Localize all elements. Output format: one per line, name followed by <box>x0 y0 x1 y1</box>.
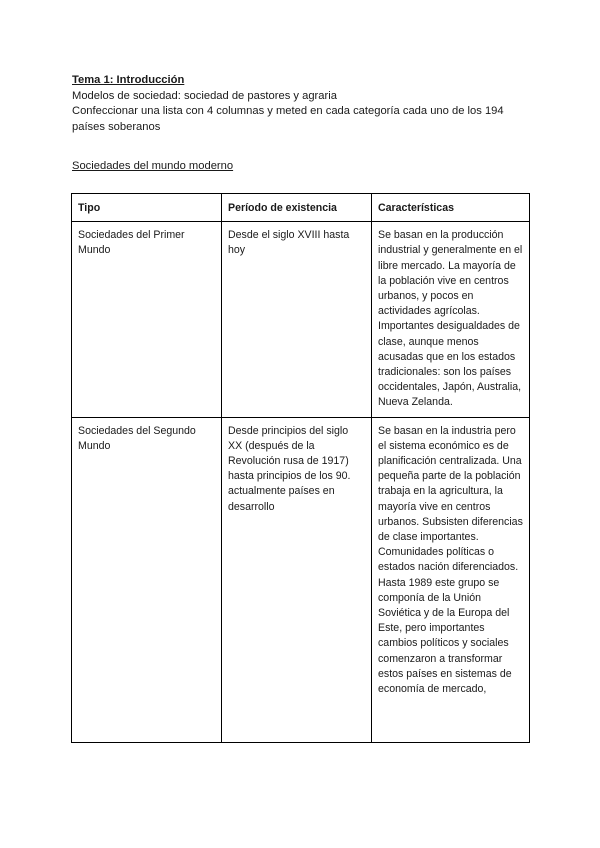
characteristic-paragraph: Se basan en la industria pero el sistema económico es de planificación centralizada. Una pequeña parte de la población trabaja en la agricultura, la mayoría vive en centros urbanos. Subsisten diferencias de clase importantes. <box>378 424 523 544</box>
header-caracteristicas: Características <box>372 194 530 222</box>
intro-line-models: Modelos de sociedad: sociedad de pastores y agraria <box>72 89 337 102</box>
header-tipo: Tipo <box>72 194 222 222</box>
intro-line-instructions: Confeccionar una lista con 4 columnas y meted en cada categoría cada uno de los 194 países soberanos <box>72 105 504 133</box>
table-row <box>72 222 530 417</box>
cell-caracteristicas <box>372 417 530 742</box>
cell-tipo: Sociedades del Primer Mundo <box>72 222 222 417</box>
section-title: Sociedades del mundo moderno <box>72 160 234 172</box>
page-title: Tema 1: Introducción <box>72 74 185 86</box>
table-header-row <box>72 194 530 222</box>
cell-caracteristicas <box>372 222 530 417</box>
characteristic-paragraph: Importantes desigualdades de clase, aunque menos acusadas que en los estados tradicionales: son los países occidentales, Japón, Australia, Nueva Zelanda. <box>378 320 522 409</box>
cell-tipo: Sociedades del Segundo Mundo <box>72 417 222 742</box>
header-periodo: Período de existencia <box>222 194 372 222</box>
characteristic-paragraph: Hasta 1989 este grupo se componía de la Unión Soviética y de la Europa del Este, pero importantes cambios políticos y sociales comenzaron a transformar estos países en sistemas de economía de mercado, <box>378 576 512 696</box>
cell-periodo: Desde el siglo XVIII hasta hoy <box>222 222 372 417</box>
table-row <box>72 417 530 742</box>
intro-block <box>72 73 532 135</box>
societies-table <box>71 193 530 743</box>
characteristic-paragraph: Comunidades políticas o estados nación diferenciados. <box>378 546 519 574</box>
characteristic-paragraph: Se basan en la producción industrial y generalmente en el libre mercado. La mayoría de la población vive en centros urbanos, y pocos en actividades agrícolas. <box>378 229 523 318</box>
cell-periodo: Desde principios del siglo XX (después de la Revolución rusa de 1917) hasta principios de los 90. actualmente países en desarrollo <box>222 417 372 742</box>
characteristics-continued <box>378 424 523 736</box>
